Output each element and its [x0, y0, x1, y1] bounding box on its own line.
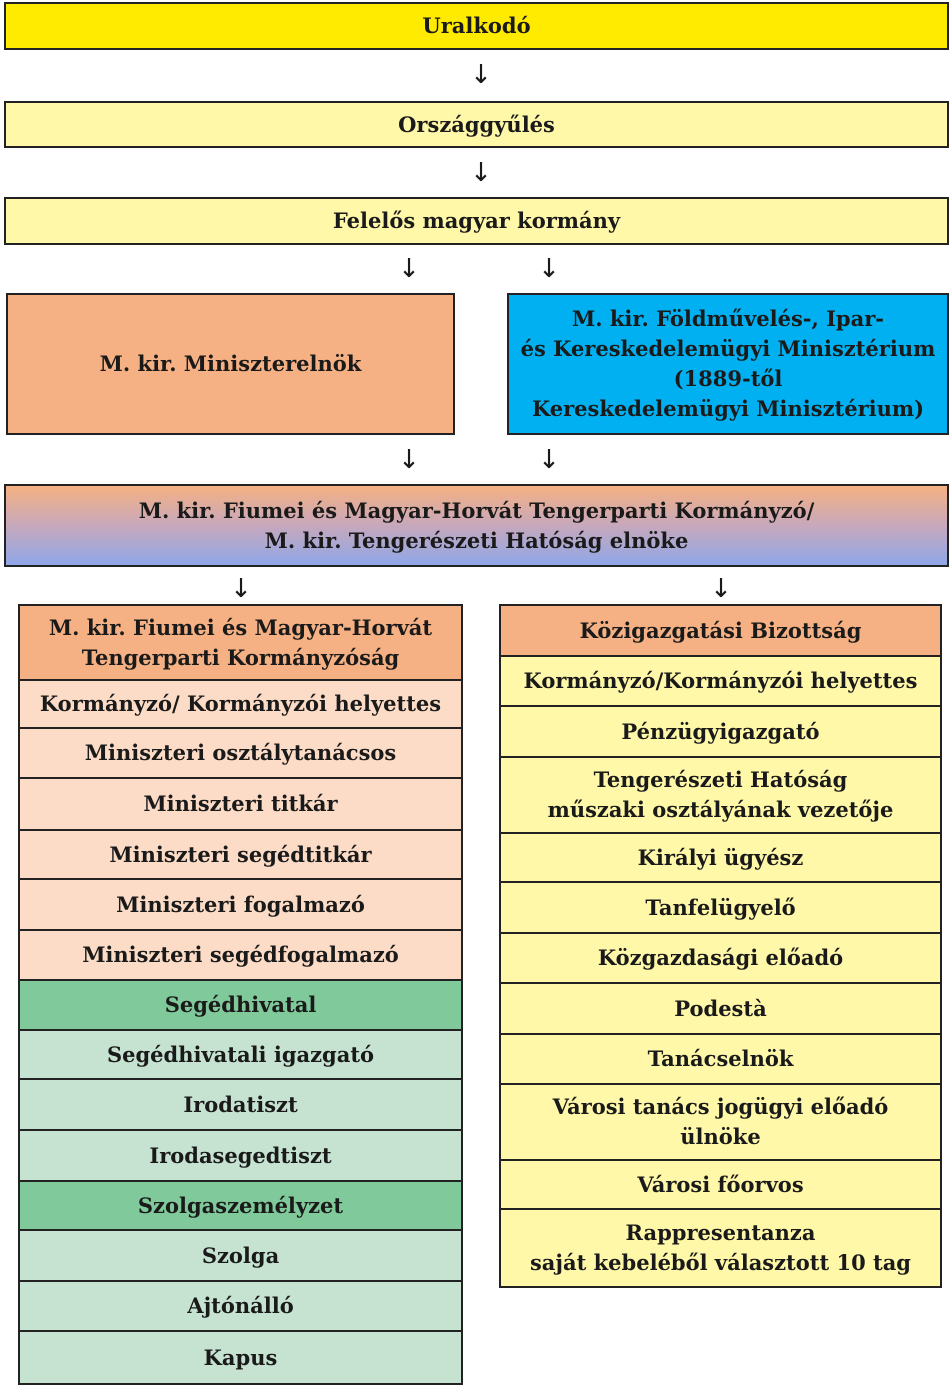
prime-minister-box — [6, 293, 455, 435]
list-item: Segédhivatali igazgató — [20, 1031, 461, 1080]
list-item: Kormányzó/ Kormányzói helyettes — [20, 681, 461, 729]
parliament-box — [4, 101, 949, 148]
list-item: Kapus — [20, 1332, 461, 1385]
arrow-icon: ↓ — [398, 445, 420, 475]
ministry-label: M. kir. Földművelés-, Ipar- és Kereskedelemügyi Minisztérium (1889-től Kereskedelemügyi Minisztérium) — [520, 306, 936, 421]
arrow-icon: ↓ — [538, 254, 560, 284]
committee-header: Közigazgatási Bizottság — [501, 606, 940, 657]
list-item: Ajtónálló — [20, 1282, 461, 1332]
list-item: Közgazdasági előadó — [501, 934, 940, 984]
section-header: Segédhivatal — [20, 981, 461, 1031]
ruler-box — [4, 2, 949, 50]
committee-column — [499, 604, 942, 1288]
governor-box — [4, 484, 949, 567]
list-item: Pénzügyigazgató — [501, 707, 940, 758]
governorate-header: M. kir. Fiumei és Magyar-Horvát Tengerparti Kormányzóság — [20, 606, 461, 681]
list-item: Városi tanács jogügyi előadó ülnöke — [501, 1085, 940, 1161]
list-item: Miniszteri osztálytanácsos — [20, 729, 461, 779]
parliament-label: Országgyűlés — [398, 111, 555, 137]
ruler-label: Uralkodó — [422, 13, 531, 38]
list-item: Rappresentanza saját kebeléből választott 10 tag — [501, 1210, 940, 1288]
arrow-icon: ↓ — [470, 60, 492, 90]
list-item: Miniszteri titkár — [20, 779, 461, 831]
list-item: Tengerészeti Hatóság műszaki osztályának vezetője — [501, 758, 940, 834]
governorate-column — [18, 604, 463, 1385]
government-label: Felelős magyar kormány — [332, 208, 621, 233]
list-item: Miniszteri segédfogalmazó — [20, 931, 461, 981]
list-item: Kormányzó/Kormányzói helyettes — [501, 657, 940, 707]
list-item: Irodatiszt — [20, 1080, 461, 1131]
arrow-icon: ↓ — [710, 574, 732, 604]
list-item: Királyi ügyész — [501, 834, 940, 883]
government-box — [4, 197, 949, 245]
list-item: Podestà — [501, 984, 940, 1035]
arrow-icon: ↓ — [470, 158, 492, 188]
list-item: Tanfelügyelő — [501, 883, 940, 934]
arrow-icon: ↓ — [538, 445, 560, 475]
list-item: Városi főorvos — [501, 1161, 940, 1210]
list-item: Szolga — [20, 1231, 461, 1282]
arrow-icon: ↓ — [398, 254, 420, 284]
list-item: Miniszteri fogalmazó — [20, 880, 461, 931]
ministry-box — [507, 293, 949, 435]
list-item: Miniszteri segédtitkár — [20, 831, 461, 880]
prime-minister-label: M. kir. Miniszterelnök — [99, 351, 362, 376]
arrow-icon: ↓ — [230, 574, 252, 604]
section-header: Szolgaszemélyzet — [20, 1182, 461, 1231]
list-item: Irodasegedtiszt — [20, 1131, 461, 1182]
list-item: Tanácselnök — [501, 1035, 940, 1085]
governor-label: M. kir. Fiumei és Magyar-Horvát Tengerparti Kormányzó/ M. kir. Tengerészeti Hatóság elnöke — [138, 497, 815, 553]
